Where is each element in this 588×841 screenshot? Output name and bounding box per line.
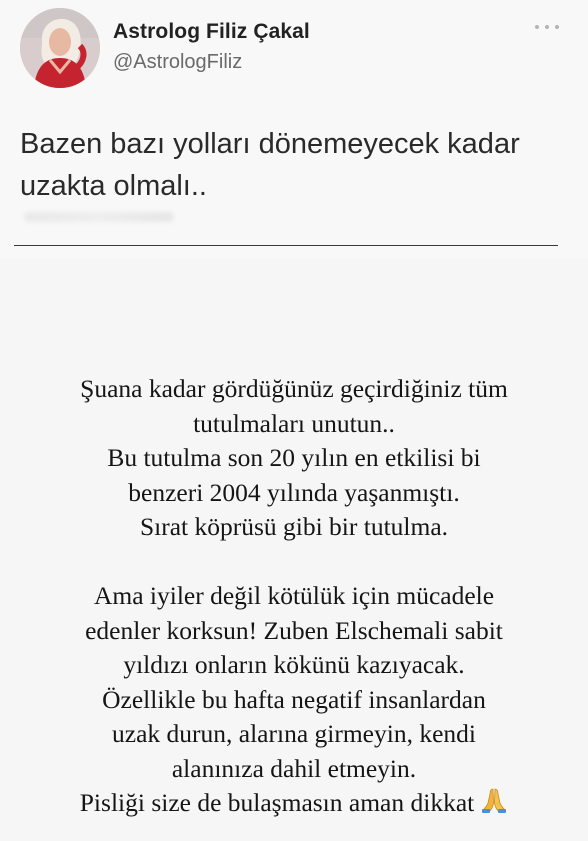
caption-line: uzak durun, alarına girmeyin, kendi	[112, 719, 476, 748]
tweet-text-line: Bazen bazı yolları dönemeyecek kadar	[20, 128, 520, 160]
caption-line: Özellikle bu hafta negatif insanlardan	[102, 684, 486, 714]
more-horizontal-icon[interactable]	[535, 22, 559, 32]
caption-line: alanınıza dahil etmeyin.	[171, 753, 417, 783]
timestamp-blurred	[24, 212, 174, 222]
caption-line: benzeri 2004 yılında yaşanmıştı.	[128, 477, 460, 507]
folded-hands-icon	[480, 786, 508, 824]
caption-line: Ama iyiler değil kötülük için mücadele	[93, 581, 495, 610]
caption-line: Sırat köprüsü gibi bir tutulma.	[139, 512, 449, 541]
caption-line: tutulmaları unutun..	[193, 408, 395, 438]
caption-last-line	[0, 786, 588, 824]
author-name[interactable]: Astrolog Filiz Çakal	[113, 20, 310, 43]
caption-line: Şuana kadar gördüğünüz geçirdiğiniz tüm	[80, 374, 508, 403]
more-dot	[545, 25, 549, 29]
caption-line: yıldızı onların kökünü kazıyacak.	[123, 650, 465, 679]
caption-line: Bu tutulma son 20 yılın en etkilisi bi	[107, 443, 481, 472]
divider	[14, 245, 558, 246]
caption-last-line-text: Pisliği size de bulaşmasın aman dikkat	[79, 788, 475, 817]
more-dot	[535, 25, 539, 29]
tweet-text	[20, 123, 568, 207]
tweet-card	[0, 0, 588, 258]
author-handle[interactable]: @AstrologFiliz	[113, 51, 243, 73]
more-dot	[555, 25, 559, 29]
story-caption	[0, 372, 588, 824]
paragraph-gap	[0, 545, 588, 580]
tweet-text-line: uzakta olmalı..	[20, 170, 207, 202]
avatar[interactable]	[20, 8, 100, 88]
caption-line: edenler korksun! Zuben Elschemali sabit	[85, 615, 503, 645]
